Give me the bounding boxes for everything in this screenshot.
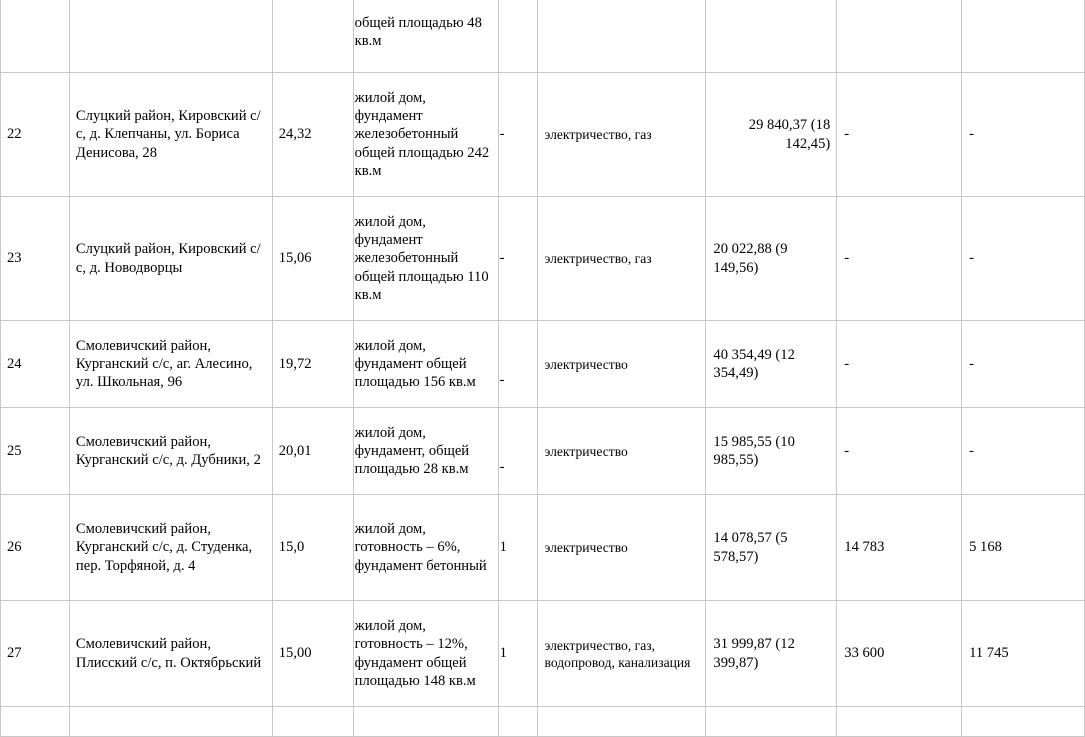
table-row bbox=[1, 73, 1085, 197]
cell-cost: 40 354,49 (12 354,49) bbox=[706, 321, 837, 408]
cell-num: 26 bbox=[1, 495, 70, 601]
cell-price-2: 5 168 bbox=[962, 495, 1085, 601]
cell-empty bbox=[837, 707, 962, 737]
cell-empty bbox=[1, 707, 70, 737]
table-row bbox=[1, 0, 1085, 73]
cell-count: 1 bbox=[498, 495, 537, 601]
cell-price-2: - bbox=[962, 408, 1085, 495]
cell-utilities: электричество bbox=[537, 321, 706, 408]
cell-description: жилой дом, фундамент, общей площадью 28 кв.м bbox=[353, 408, 498, 495]
cell-utilities: электричество bbox=[537, 495, 706, 601]
cell-price-2 bbox=[962, 0, 1085, 73]
cell-area: 15,0 bbox=[272, 495, 353, 601]
cell-num: 27 bbox=[1, 601, 70, 707]
cell-address: Смолевичский район, Курганский с/с, д. Дубники, 2 bbox=[69, 408, 272, 495]
cell-count: - bbox=[498, 321, 537, 408]
cell-count bbox=[498, 0, 537, 73]
cell-num: 24 bbox=[1, 321, 70, 408]
cell-cost: 31 999,87 (12 399,87) bbox=[706, 601, 837, 707]
cell-area: 24,32 bbox=[272, 73, 353, 197]
cell-address: Смолевичский район, Курганский с/с, д. Студенка, пер. Торфяной, д. 4 bbox=[69, 495, 272, 601]
cell-price-1: - bbox=[837, 321, 962, 408]
cell-price-2: 11 745 bbox=[962, 601, 1085, 707]
table-row-partial bbox=[1, 707, 1085, 737]
cell-address: Слуцкий район, Кировский с/с, д. Клепчаны, ул. Бориса Денисова, 28 bbox=[69, 73, 272, 197]
cell-utilities: электричество, газ, водопровод, канализация bbox=[537, 601, 706, 707]
cell-count: - bbox=[498, 197, 537, 321]
cell-description: общей площадью 48 кв.м bbox=[353, 0, 498, 73]
cell-count: - bbox=[498, 73, 537, 197]
cell-empty bbox=[69, 707, 272, 737]
cell-num bbox=[1, 0, 70, 73]
cell-area bbox=[272, 0, 353, 73]
cell-count: 1 bbox=[498, 601, 537, 707]
cell-utilities: электричество, газ bbox=[537, 197, 706, 321]
table-row bbox=[1, 321, 1085, 408]
cell-cost: 20 022,88 (9 149,56) bbox=[706, 197, 837, 321]
cell-utilities: электричество bbox=[537, 408, 706, 495]
cell-empty bbox=[272, 707, 353, 737]
cell-area: 20,01 bbox=[272, 408, 353, 495]
cell-description: жилой дом, готовность – 6%, фундамент бетонный bbox=[353, 495, 498, 601]
cell-description: жилой дом, фундамент железобетонный общей площадью 110 кв.м bbox=[353, 197, 498, 321]
cell-price-2: - bbox=[962, 197, 1085, 321]
cell-description: жилой дом, готовность – 12%, фундамент общей площадью 148 кв.м bbox=[353, 601, 498, 707]
table-row bbox=[1, 197, 1085, 321]
cell-utilities bbox=[537, 0, 706, 73]
cell-price-1: - bbox=[837, 73, 962, 197]
cell-price-1: 33 600 bbox=[837, 601, 962, 707]
cell-price-1: 14 783 bbox=[837, 495, 962, 601]
cell-empty bbox=[962, 707, 1085, 737]
cell-price-1: - bbox=[837, 408, 962, 495]
cell-empty bbox=[353, 707, 498, 737]
cell-empty bbox=[706, 707, 837, 737]
cell-num: 23 bbox=[1, 197, 70, 321]
cell-area: 15,06 bbox=[272, 197, 353, 321]
table-row bbox=[1, 495, 1085, 601]
cell-description: жилой дом, фундамент железобетонный общей площадью 242 кв.м bbox=[353, 73, 498, 197]
cell-cost: 15 985,55 (10 985,55) bbox=[706, 408, 837, 495]
cell-count: - bbox=[498, 408, 537, 495]
cell-cost: 14 078,57 (5 578,57) bbox=[706, 495, 837, 601]
cell-cost bbox=[706, 0, 837, 73]
table-row bbox=[1, 408, 1085, 495]
cell-empty bbox=[537, 707, 706, 737]
cell-address bbox=[69, 0, 272, 73]
cell-utilities: электричество, газ bbox=[537, 73, 706, 197]
cell-num: 25 bbox=[1, 408, 70, 495]
table-row bbox=[1, 601, 1085, 707]
cell-cost: 29 840,37 (18 142,45) bbox=[706, 73, 837, 197]
cell-empty bbox=[498, 707, 537, 737]
cell-address: Смолевичский район, Плисский с/с, п. Октябрьский bbox=[69, 601, 272, 707]
cell-area: 15,00 bbox=[272, 601, 353, 707]
cell-address: Смолевичский район, Курганский с/с, аг. Алесино, ул. Школьная, 96 bbox=[69, 321, 272, 408]
cell-price-1: - bbox=[837, 197, 962, 321]
cell-address: Слуцкий район, Кировский с/с, д. Новодворцы bbox=[69, 197, 272, 321]
cell-price-1 bbox=[837, 0, 962, 73]
cell-num: 22 bbox=[1, 73, 70, 197]
cell-area: 19,72 bbox=[272, 321, 353, 408]
cell-description: жилой дом, фундамент общей площадью 156 кв.м bbox=[353, 321, 498, 408]
cell-price-2: - bbox=[962, 73, 1085, 197]
cell-price-2: - bbox=[962, 321, 1085, 408]
